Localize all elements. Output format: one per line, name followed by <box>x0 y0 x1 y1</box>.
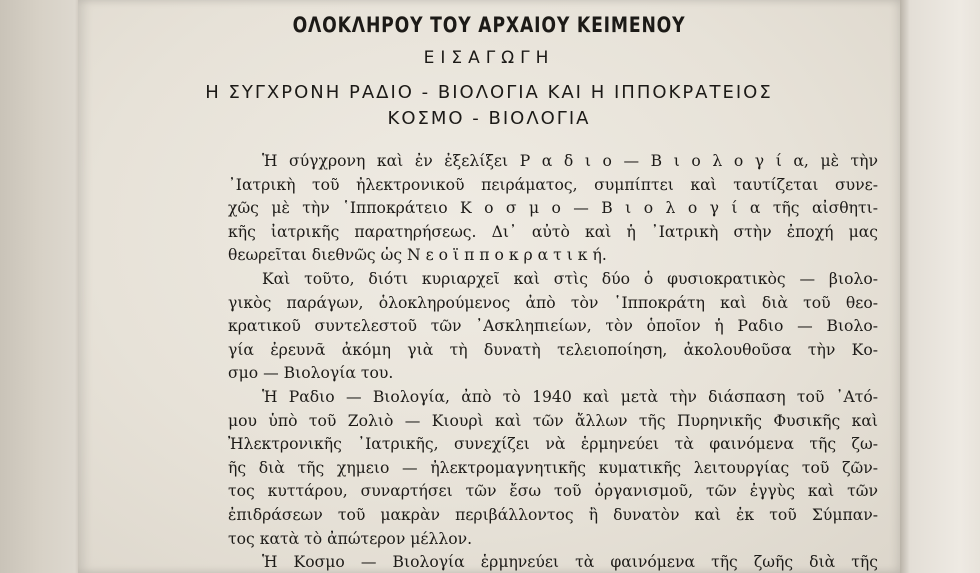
text-line: μου ὑπὸ τοῦ Ζολιὸ — Κιουρὶ καὶ τῶν ἄλλων τῆς Πυρηνικῆς Φυσικῆς καὶ <box>228 411 878 430</box>
chapter-heading-line-1: Η ΣΥΓΧΡΟΝΗ ΡΑΔΙΟ - ΒΙΟΛΟΓΙΑ ΚΑΙ Η ΙΠΠΟΚΡΑΤΕΙΟΣ <box>205 82 773 103</box>
text-line: γία ἐρευνᾶ ἀκόμη γιὰ τὴ δυνατὴ τελειοποίηση, ἀκολουθοῦσα τὴν Κο- <box>228 340 878 359</box>
body-text <box>228 150 878 573</box>
text-line: γικὸς παράγων, ὁλοκληρούμενος ἀπὸ τὸν ῾Ιπποκράτη καὶ διὰ τοῦ θεο- <box>228 293 878 312</box>
text-line: Ἡ σύγχρονη καὶ ἐν ἐξελίξει Ρ α δ ι ο — Β ι ο λ ο γ ί α, μὲ τὴν <box>262 152 878 170</box>
chapter-heading-line-2: ΚΟΣΜΟ - ΒΙΟΛΟΓΙΑ <box>387 108 591 129</box>
adjacent-page-edge <box>900 0 980 573</box>
text-line: ἐπιδράσεων τοῦ μακρὰν περιβάλλοντος ἢ δυνατὸν καὶ ἐκ τοῦ Σύμπαν- <box>228 505 878 524</box>
section-heading: ΕΙΣΑΓΩΓΗ <box>423 48 555 68</box>
text-line: Καὶ τοῦτο, διότι κυριαρχεῖ καὶ στὶς δύο ὁ φυσιοκρατικὸς — βιολο- <box>262 269 878 288</box>
text-line: κῆς ἰατρικῆς παρατηρήσεως. Δι᾿ αὐτὸ καὶ ἡ ᾿Ιατρικὴ στὴν ἐποχή μας <box>228 222 878 241</box>
text-line: τος κυττάρου, συναρτήσει τῶν ἔσω τοῦ ὀργανισμοῦ, τῶν ἐγγὺς καὶ τῶν <box>228 482 878 501</box>
text-line: Ἡ Ραδιο — Βιολογία, ἀπὸ τὸ 1940 καὶ μετὰ τὴν διάσπαση τοῦ ᾿Ατό- <box>262 387 878 406</box>
text-line: χῶς μὲ τὴν ῾Ιπποκράτειο Κ ο σ μ ο — Β ι ο λ ο γ ί α τῆς αἰσθητι- <box>228 199 878 218</box>
text-line: τος κατὰ τὸ ἀπώτερον μέλλον. <box>228 529 473 548</box>
text-line: ᾿Ιατρικὴ τοῦ ἠλεκτρονικοῦ πειράματος, συμπίπτει καὶ ταυτίζεται συνε- <box>228 175 878 194</box>
page-title: ΟΛΟΚΛΗΡΟΥ ΤΟΥ ΑΡΧΑΙΟΥ ΚΕΙΜΕΝΟΥ <box>292 13 686 37</box>
text-line: Ἠλεκτρονικῆς ᾿Ιατρικῆς, συνεχίζει νὰ ἑρμηνεύει τὰ φαινόμενα τῆς ζω- <box>228 435 878 454</box>
text-line: θεωρεῖται διεθνῶς ὡς Ν ε ο ϊ π π ο κ ρ α τ ι κ ή. <box>228 246 607 265</box>
text-line: κρατικοῦ συντελεστοῦ τῶν ᾿Ασκληπιείων, τὸν ὁποῖον ἡ Ραδιο — Βιολο- <box>228 317 878 336</box>
book-page <box>78 0 900 573</box>
text-line: ῆς διὰ τῆς χημειο — ἠλεκτρομαγνητικῆς κυματικῆς λειτουργίας τοῦ ζῶν- <box>228 458 878 477</box>
text-line: σμο — Βιολογία του. <box>228 364 394 383</box>
text-line: Ἡ Κοσμο — Βιολογία ἑρμηνεύει τὰ φαινόμενα τῆς ζωῆς διὰ τῆς <box>262 553 878 572</box>
